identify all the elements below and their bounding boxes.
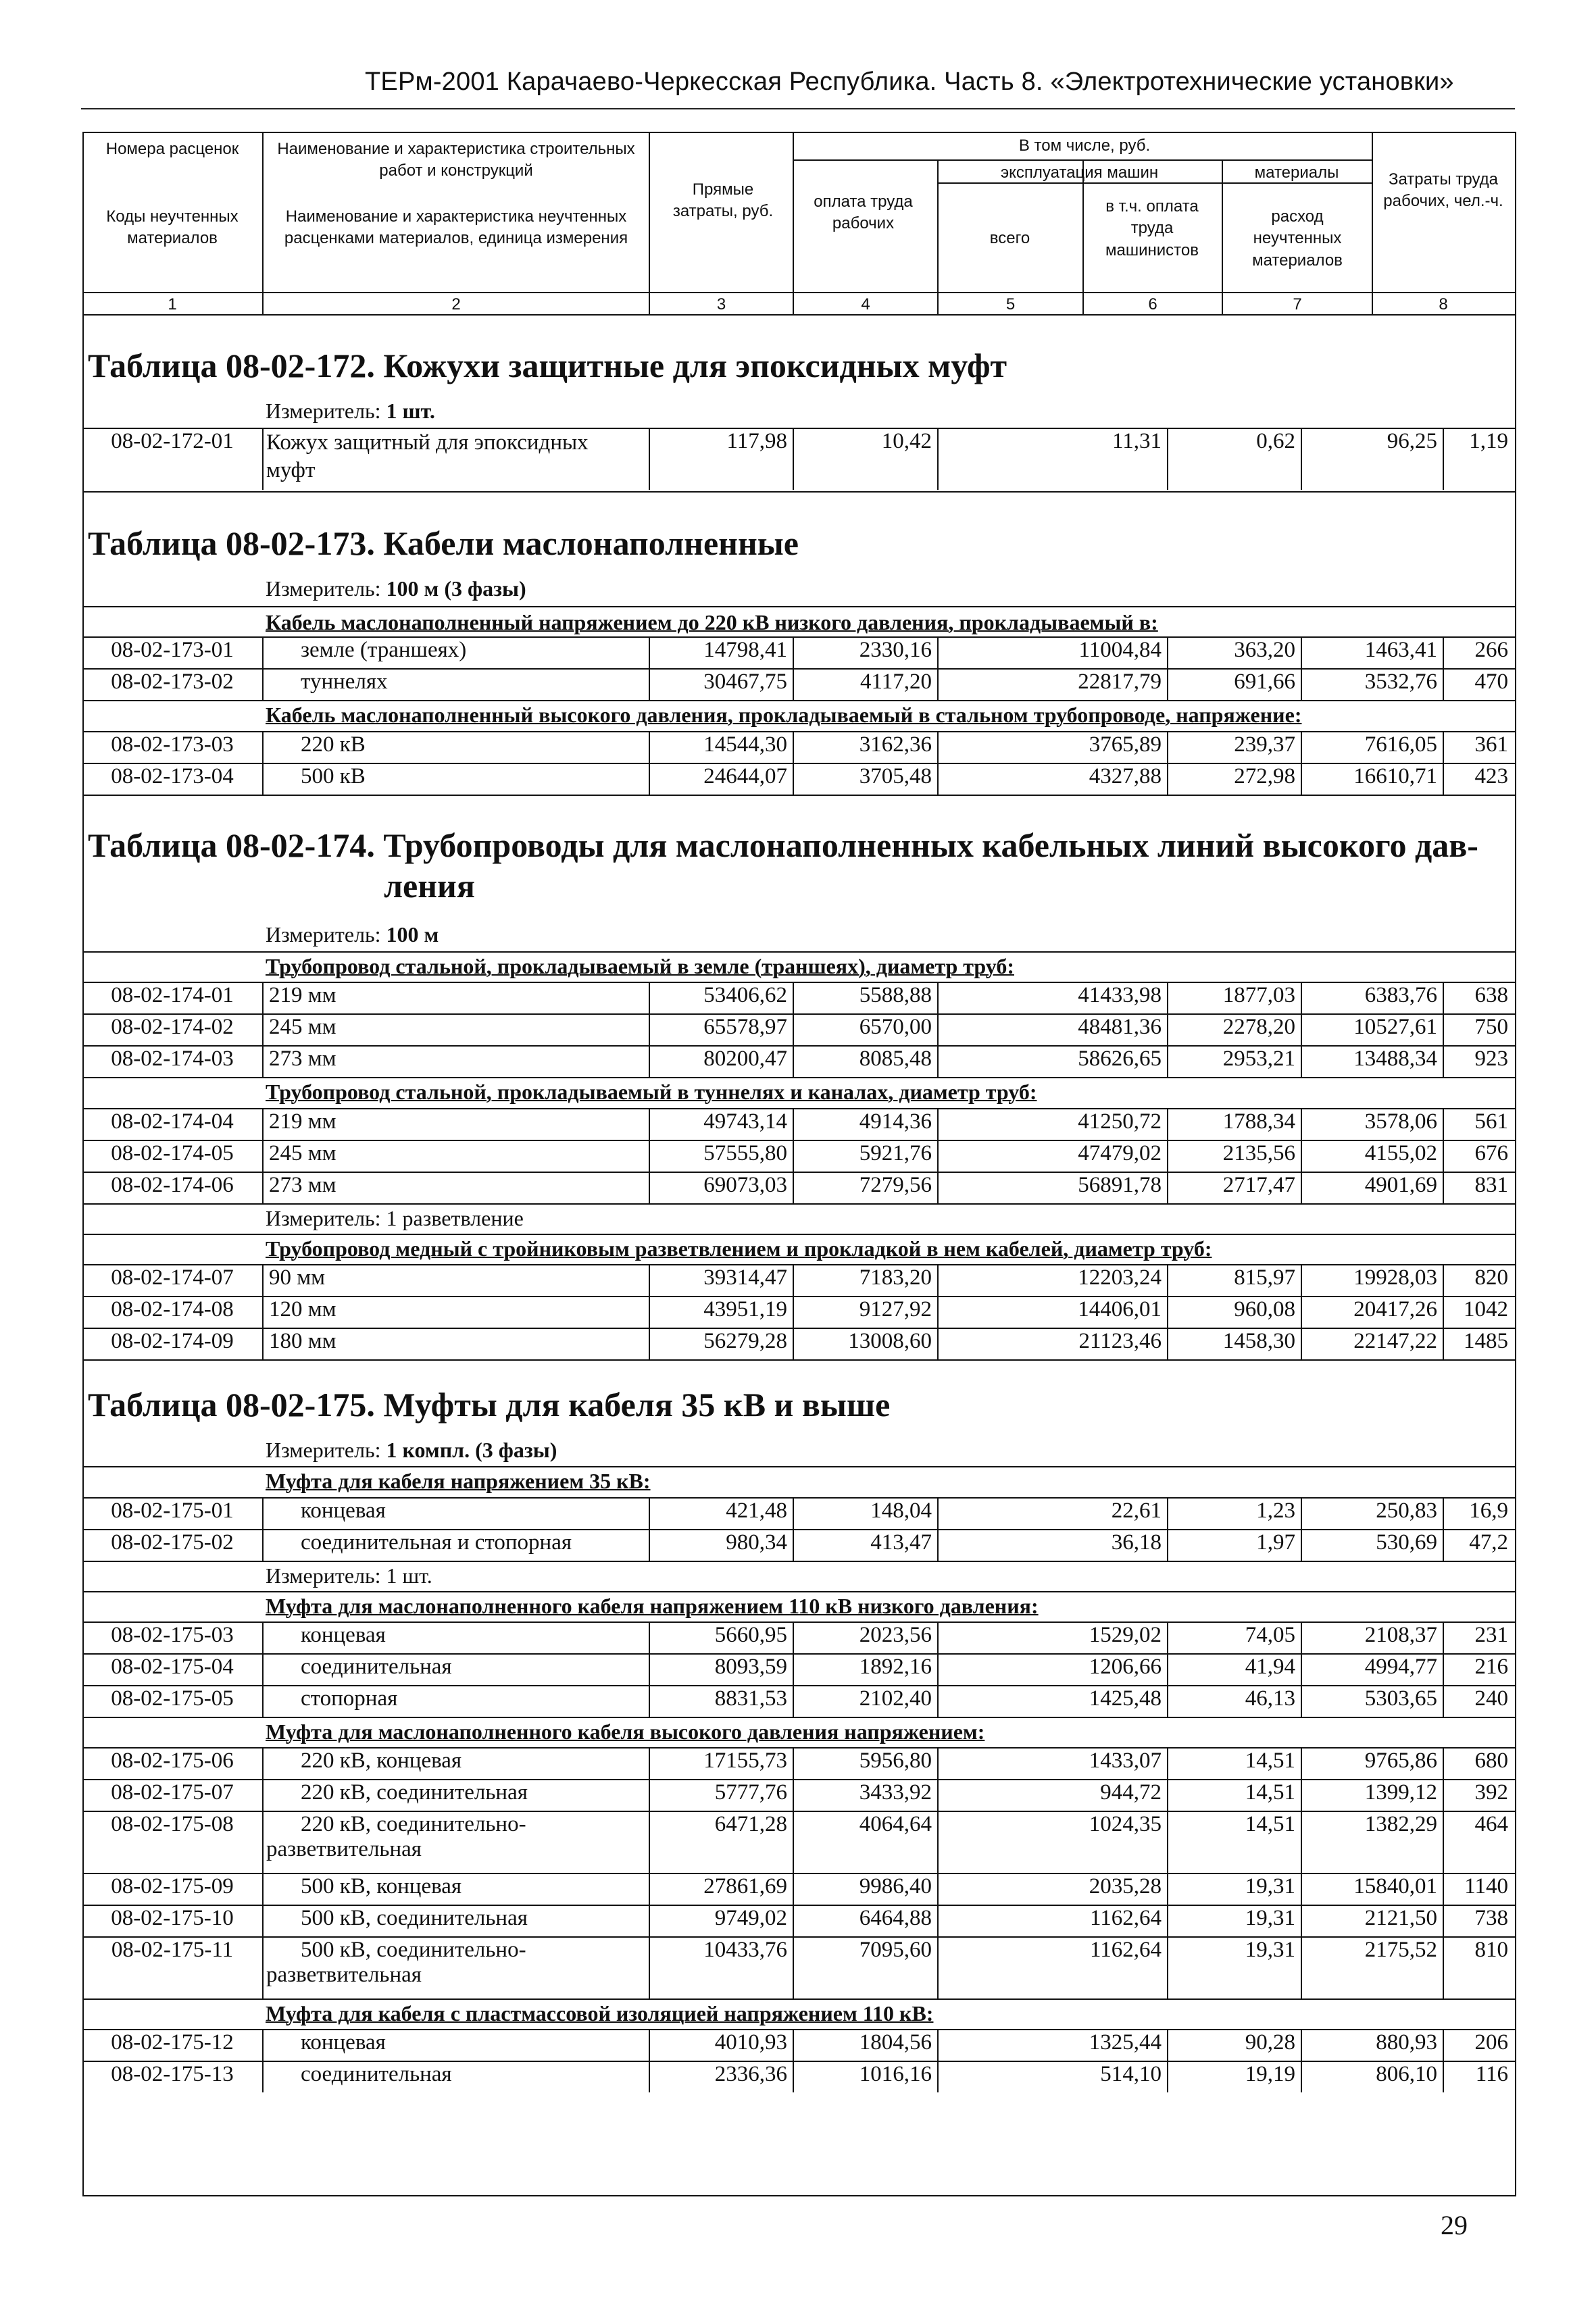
table-row: 08-02-175-07 220 кВ, соединительная 5777,76 3433,92 944,72 14,51 1399,12 392 bbox=[82, 1780, 1516, 1811]
table-row: 08-02-174-05 245 мм 57555,80 5921,76 47479,02 2135,56 4155,02 676 bbox=[82, 1141, 1516, 1172]
table-row: 08-02-175-11 500 кВ, соединительно- разветвительная 10433,76 7095,60 1162,64 19,31 2175,52 810 bbox=[82, 1938, 1516, 1998]
table-174-measure: Измеритель: 100 м bbox=[266, 922, 439, 947]
col-num: 6 bbox=[1148, 295, 1157, 313]
section-header: Трубопровод стальной, прокладываемый в туннелях и каналах, диаметр труб: bbox=[266, 1080, 1037, 1104]
table-row: 08-02-174-02 245 мм 65578,97 6570,00 48481,36 2278,20 10527,61 750 bbox=[82, 1015, 1516, 1045]
table-row: 08-02-175-12 концевая 4010,93 1804,56 1325,44 90,28 880,93 206 bbox=[82, 2030, 1516, 2061]
section-header: Трубопровод медный с тройниковым разветвлением и прокладкой в нем кабелей, диаметр труб: bbox=[266, 1236, 1212, 1261]
table-173-measure: Измеритель: 100 м (3 фазы) bbox=[266, 576, 526, 601]
table-174-title-cont: ления bbox=[384, 867, 475, 905]
section-header: Кабель маслонаполненный высокого давления, прокладываемый в стальном трубопроводе, напряжение: bbox=[266, 703, 1302, 727]
section-header: Кабель маслонаполненный напряжением до 220 кВ низкого давления, прокладываемый в: bbox=[266, 610, 1158, 634]
table-row: 08-02-173-02 туннелях 30467,75 4117,20 22817,79 691,66 3532,76 470 bbox=[82, 670, 1516, 700]
mat-header: материалы bbox=[1254, 164, 1339, 182]
section-header: Трубопровод стальной, прокладываемый в земле (траншеях), диаметр труб: bbox=[266, 954, 1014, 978]
table-row: 08-02-175-01 концевая 421,48 148,04 22,61 1,23 250,83 16,9 bbox=[82, 1499, 1516, 1529]
table-row: 08-02-175-04 соединительная 8093,59 1892,16 1206,66 41,94 4994,77 216 bbox=[82, 1655, 1516, 1685]
page-header: ТЕРм-2001 Карачаево-Черкесская Республика. Часть 8. «Электротехнические установки» bbox=[365, 68, 1454, 96]
col2-bottom: Наименование и характеристика неучтенных расценками материалов, единица измерения bbox=[284, 207, 628, 248]
table-row: 08-02-175-13 соединительная 2336,36 1016,16 514,10 19,19 806,10 116 bbox=[82, 2062, 1516, 2092]
section-header: Муфта для кабеля напряжением 35 кВ: bbox=[266, 1469, 651, 1493]
col-num: 4 bbox=[861, 295, 870, 313]
col8-header: Затраты труда рабочих, чел.-ч. bbox=[1383, 170, 1503, 211]
table-row: 08-02-173-03 220 кВ 14544,30 3162,36 3765,89 239,37 7616,05 361 bbox=[82, 732, 1516, 763]
section-header: Муфта для маслонаполненного кабеля высокого давления напряжением: bbox=[266, 1719, 985, 1744]
table-row: 08-02-175-09 500 кВ, концевая 27861,69 9986,40 2035,28 19,31 15840,01 1140 bbox=[82, 1874, 1516, 1905]
col2-top: Наименование и характеристика строительных работ и конструкций bbox=[277, 140, 635, 180]
col-num: 5 bbox=[1005, 295, 1016, 313]
section-header: Муфта для кабеля с пластмассовой изоляцией напряжением 110 кВ: bbox=[266, 2001, 934, 2026]
table-row: 08-02-175-08 220 кВ, соединительно- разветвительная 6471,28 4064,64 1024,35 14,51 1382,29 464 bbox=[82, 1812, 1516, 1873]
page-number: 29 bbox=[1441, 2210, 1468, 2240]
table-row: 08-02-173-04 500 кВ 24644,07 3705,48 4327,88 272,98 16610,71 423 bbox=[82, 764, 1516, 795]
table-row: 08-02-174-07 90 мм 39314,47 7183,20 12203,24 815,97 19928,03 820 bbox=[82, 1265, 1516, 1296]
col-num: 3 bbox=[716, 295, 726, 313]
table-row: 08-02-175-02 соединительная и стопорная 980,34 413,47 36,18 1,97 530,69 47,2 bbox=[82, 1530, 1516, 1561]
col-num: 1 bbox=[168, 295, 177, 313]
col4-header: оплата труда рабочих bbox=[814, 193, 913, 233]
header-rule bbox=[81, 108, 1515, 109]
table-row: 08-02-174-09 180 мм 56279,28 13008,60 21123,46 1458,30 22147,22 1485 bbox=[82, 1329, 1516, 1359]
table-row: 08-02-174-01 219 мм 53406,62 5588,88 41433,98 1877,03 6383,76 638 bbox=[82, 983, 1516, 1013]
table-row: 08-02-174-03 273 мм 80200,47 8085,48 58626,65 2953,21 13488,34 923 bbox=[82, 1047, 1516, 1077]
table-175-measure: Измеритель: 1 компл. (3 фазы) bbox=[266, 1438, 557, 1462]
col-num: 7 bbox=[1293, 295, 1302, 313]
table-175-title: Таблица 08-02-175. Муфты для кабеля 35 кВ и выше bbox=[88, 1386, 891, 1424]
table-row: 08-02-174-06 273 мм 69073,03 7279,56 56891,78 2717,47 4901,69 831 bbox=[82, 1173, 1516, 1203]
col-num: 8 bbox=[1439, 295, 1448, 313]
table-172-title: Таблица 08-02-172. Кожухи защитные для эпоксидных муфт bbox=[88, 347, 1007, 384]
table-174-measure-2: Измеритель: 1 разветвление bbox=[266, 1206, 524, 1230]
col7-header: расход неучтенных материалов bbox=[1252, 207, 1343, 270]
table-174-title: Таблица 08-02-174. Трубопроводы для маслонаполненных кабельных линий высокого дав- bbox=[88, 826, 1478, 864]
col3-header: Прямые затраты, руб. bbox=[672, 180, 774, 221]
col1-top: Номера расценок bbox=[105, 140, 239, 158]
table-175-measure-2: Измеритель: 1 шт. bbox=[266, 1563, 432, 1588]
table-row: 08-02-174-08 120 мм 43951,19 9127,92 14406,01 960,08 20417,26 1042 bbox=[82, 1297, 1516, 1328]
table-172-measure: Измеритель: 1 шт. bbox=[266, 399, 435, 423]
table-row: 08-02-172-01 Кожух защитный для эпоксидных муфт 117,98 10,42 11,31 0,62 96,25 1,19 bbox=[82, 429, 1516, 490]
table-row: 08-02-175-05 стопорная 8831,53 2102,40 1425,48 46,13 5303,65 240 bbox=[82, 1686, 1516, 1717]
table-row: 08-02-175-10 500 кВ, соединительная 9749,02 6464,88 1162,64 19,31 2121,50 738 bbox=[82, 1906, 1516, 1936]
table-row: 08-02-173-01 земле (траншеях) 14798,41 2330,16 11004,84 363,20 1463,41 266 bbox=[82, 638, 1516, 668]
col-num: 2 bbox=[451, 295, 461, 313]
col6-header: в т.ч. оплата труда машинистов bbox=[1105, 197, 1199, 259]
group-header: В том числе, руб. bbox=[1018, 136, 1151, 155]
section-header: Муфта для маслонаполненного кабеля напряжением 110 кВ низкого давления: bbox=[266, 1594, 1039, 1618]
col1-bottom: Коды неучтенных материалов bbox=[106, 207, 239, 248]
table-row: 08-02-174-04 219 мм 49743,14 4914,36 41250,72 1788,34 3578,06 561 bbox=[82, 1109, 1516, 1140]
table-173-title: Таблица 08-02-173. Кабели маслонаполненные bbox=[88, 524, 799, 562]
table-row: 08-02-175-06 220 кВ, концевая 17155,73 5956,80 1433,07 14,51 9765,86 680 bbox=[82, 1749, 1516, 1779]
expl-header: эксплуатация машин bbox=[1000, 164, 1159, 182]
table-row: 08-02-175-03 концевая 5660,95 2023,56 1529,02 74,05 2108,37 231 bbox=[82, 1623, 1516, 1653]
col5-header: всего bbox=[989, 229, 1030, 247]
